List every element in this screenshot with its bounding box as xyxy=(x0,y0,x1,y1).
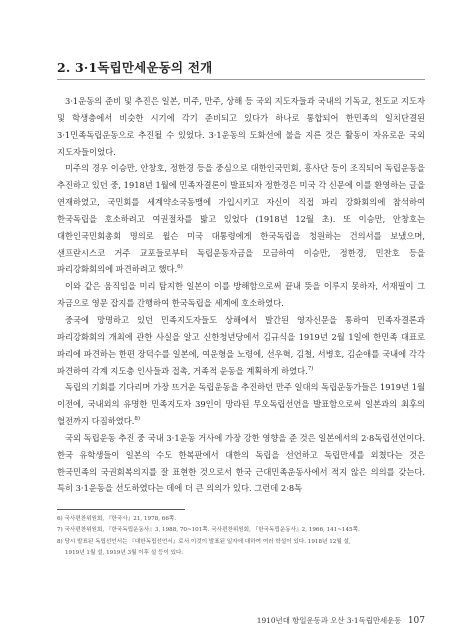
footnote-continuation: 1919년 1월 설, 1919년 3월 이후 설 등이 있다. xyxy=(65,550,184,557)
paragraph-text: 독립의 기회를 기다리며 가장 뜨거운 독립운동을 추진하던 만주 일대의 독립운동가들은 1919년 1월 이전에, 국내외의 유명한 민족지도자 39인이 망라된 무오독립선언을 발표함으로써 일본과의 최후의 혈전까지 다짐하였다. xyxy=(57,382,425,427)
paragraph xyxy=(57,93,425,160)
section-heading-block xyxy=(57,58,425,80)
body-text xyxy=(57,93,425,497)
page-footer xyxy=(257,615,425,626)
footnote-marker[interactable]: 7) xyxy=(307,365,314,372)
paragraph xyxy=(57,278,425,312)
footnote: 7) 국사편찬위원회, 『한국독립운동사』3, 1988, 70~101쪽. 국사편찬위원회, 『한국독립운동사』2, 1966, 141~145쪽. xyxy=(57,527,360,534)
footnote: 8) 당시 발표된 독립선언서는 『대한독립선언서』로서 이것이 발표된 일자에 대하여 여러 학설이 있다. 1918년 12월 설, xyxy=(57,538,351,545)
paragraph-text: 이와 같은 움직임을 미리 탐지한 일본이 이를 방해함으로써 끝내 뜻을 이루지 못하자, 서재필이 그 자금으로 영문 잡지를 간행하여 한국독립을 세계에 호소하였다. xyxy=(57,281,425,309)
paragraph xyxy=(57,160,425,278)
section-heading: 2. 3·1독립만세운동의 전개 xyxy=(57,60,213,75)
footnotes xyxy=(57,514,425,560)
paragraph-text: 중국에 망명하고 있던 민족지도자들도 상해에서 발간된 영자신문을 통하여 민족자결론과 파리강화회의 개최에 관한 사실을 알고 신한청년당에서 김규식을 1919년 2월 1일에 한민족 대표로 파리에 파견하는 한편 장덕수를 일본에, 여운형을 노령에, 선우혁, 김철, 서병호, 김순애를 국내에 각각 파견하여 각계 지도층 인사들과 접촉, 거족적 운동을 계획하게 하였다. xyxy=(57,314,425,376)
footnote: 6) 국사편찬위원회, 『한국사』21, 1978, 66쪽. xyxy=(57,516,177,522)
paragraph-text: 국외 독립운동 추진 중 국내 3·1운동 거사에 가장 강한 영향을 준 것은 일본에서의 2·8독립선언이다. 한국 유학생들이 일본의 수도 한복판에서 대한의 독립을 선언하고 독립만세를 외쳤다는 것은 한국민족의 국권회복의지를 잘 표현한 것으로서 한국 근대민족운동사에서 적지 않은 의의를 갖는다. 특히 3·1운동을 선도하였다는 데에 더 큰 의의가 있다. 그런데 2·8독 xyxy=(57,432,425,494)
running-title: 1910년대 항일운동과 오산 3·1독립만세운동 xyxy=(256,616,402,625)
paragraph xyxy=(57,312,425,379)
footnote-marker[interactable]: 6) xyxy=(177,264,183,271)
paragraph xyxy=(57,379,425,430)
footnote-divider xyxy=(57,509,185,510)
paragraph-text: 3·1운동의 준비 및 추진은 일본, 미주, 만주, 상해 등 국외 지도자들과 국내의 기독교, 천도교 지도자 및 학생층에서 비슷한 시기에 각기 준비되고 있다가 하나로 통합되어 한민족의 일치단결된 3·1민족독립운동으로 추진될 수 있었다. 3·1운동의 도화선에 불을 지른 것은 활동이 자유로운 국외 지도자들이었다. xyxy=(57,96,425,157)
paragraph xyxy=(57,430,425,497)
page-number: 107 xyxy=(407,616,425,626)
footnote-marker[interactable]: 8) xyxy=(134,416,141,423)
paragraph-text: 미주의 경우 이승만, 안창호, 정한경 등을 중심으로 대한인국민회, 흥사단 등이 조직되어 독립운동을 추진하고 있던 중, 1918년 1월에 민족자결론이 발표되자 정한경은 미국 각 신문에 이를 환영하는 글을 연재하였고, 국민회를 세계약소국동맹에 가입시키고 자신이 직접 파리 강화회의에 참석하여 한국독립을 호소하려고 여권절차를 밟고 있었다 (1918년 12월 초). 또 이승만, 안창호는 대한인국민회총회 명의로 윌슨 미국 대통령에게 한국독립을 청원하는 건의서를 보냈으며, 샌프란시스코 거주 교포들로부터 독립운동자금을 모금하여 이승만, 정한경, 민찬호 등을 파리강화회의에 파견하려고 했다. xyxy=(57,163,425,275)
